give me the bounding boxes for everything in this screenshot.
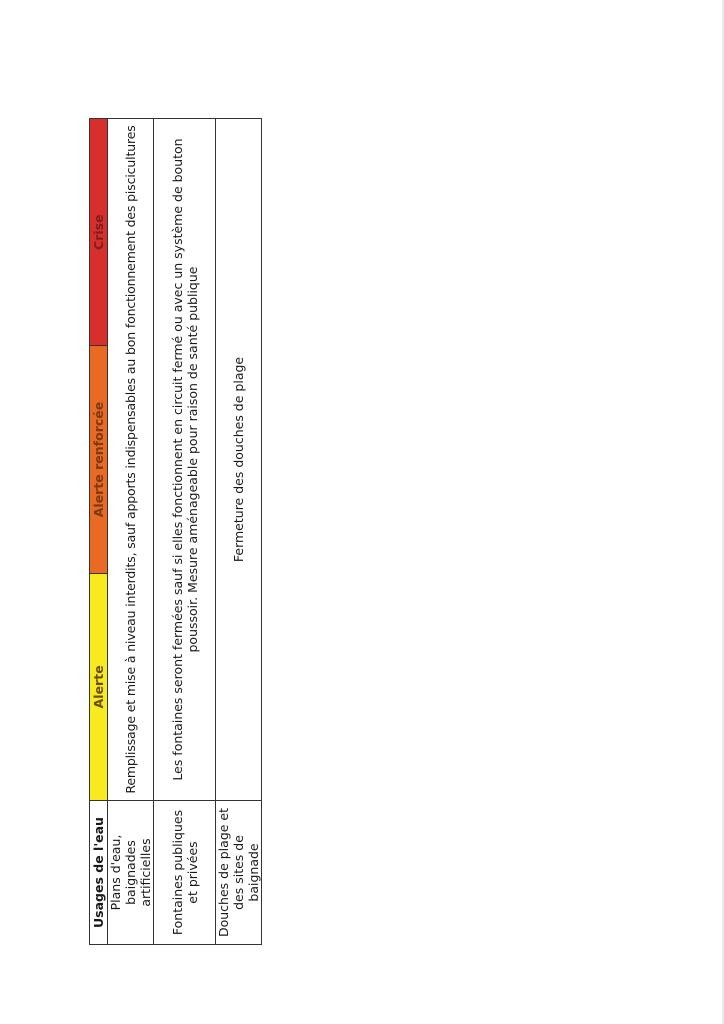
header-alerte: Alerte [90, 573, 108, 800]
table-row [108, 119, 154, 945]
rotated-document [89, 118, 260, 945]
table-header-row [90, 119, 108, 945]
table-row [154, 119, 216, 945]
table-row [216, 119, 262, 945]
header-usages: Usages de l'eau [90, 801, 108, 945]
water-usage-restrictions-table [89, 118, 262, 945]
measure-cell: Fermeture des douches de plage [216, 119, 262, 801]
header-alerte-renforcee: Alerte renforcée [90, 346, 108, 573]
usage-cell: Plans d'eau, baignades artificielles [108, 801, 154, 945]
header-crise: Crise [90, 119, 108, 346]
measure-cell: Les fontaines seront fermées sauf si elles fonctionnent en circuit fermé ou avec un système de bouton poussoir. Mesure aménageable pour raison de santé publique [154, 119, 216, 801]
usage-cell: Douches de plage et des sites de baignade [216, 801, 262, 945]
measure-cell: Remplissage et mise à niveau interdits, sauf apports indispensables au bon fonctionnement des piscicultures [108, 119, 154, 801]
usage-cell: Fontaines publiques et privées [154, 801, 216, 945]
